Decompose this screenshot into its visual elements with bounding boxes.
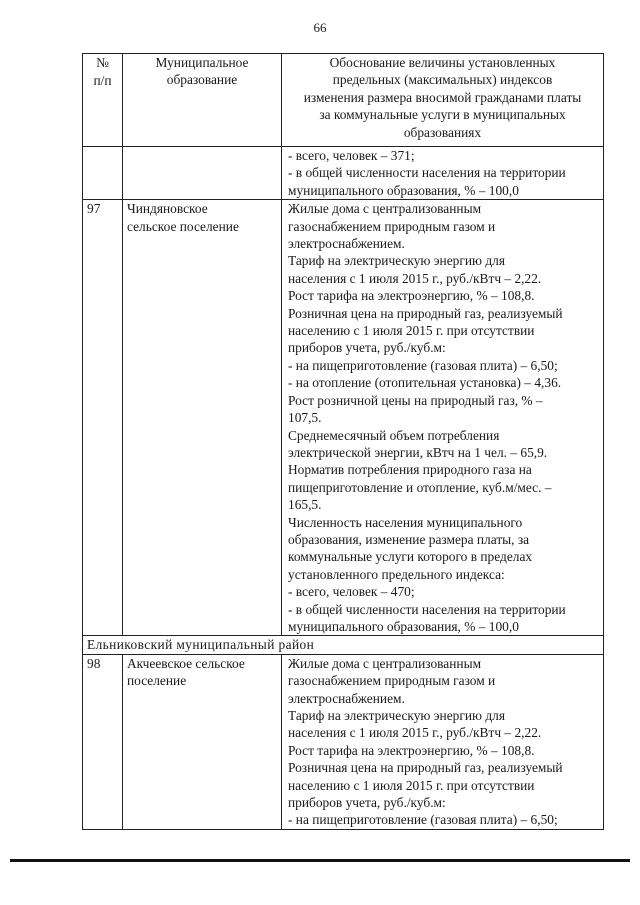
text-line: населения с 1 июля 2015 г., руб./кВтч – 2,22. — [288, 725, 542, 741]
district-row — [83, 636, 604, 654]
tariff-table — [82, 53, 604, 830]
municipality-name — [123, 200, 282, 636]
text-line: Жилые дома с централизованным — [288, 655, 482, 671]
text-line: 107,5. — [288, 410, 322, 426]
text-line: Тариф на электрическую энергию для — [288, 708, 506, 723]
justification-text — [282, 654, 604, 829]
bottom-rule — [10, 859, 630, 862]
text-line: приборов учета, руб./куб.м: — [288, 340, 446, 356]
text-line: Розничная цена на природный газ, реализуемый — [288, 760, 563, 776]
justification-text — [282, 200, 604, 636]
text-line: электрической энергии, кВтч на 1 чел. – 65,9. — [288, 444, 548, 460]
header-justification-line: за коммунальные услуги в муниципальных — [319, 107, 566, 123]
text-line: Рост тарифа на электроэнергию, % – 108,8. — [288, 288, 535, 304]
text-line: приборов учета, руб./куб.м: — [288, 795, 446, 811]
header-number-line: № — [96, 55, 109, 70]
text-line: коммунальные услуги которого в пределах — [288, 549, 533, 565]
text-line: Тариф на электрическую энергию для — [288, 253, 506, 269]
text-line: населению с 1 июля 2015 г. при отсутствии — [288, 323, 535, 339]
district-name: Ельниковский муниципальный район — [83, 636, 604, 654]
text-line: 165,5. — [288, 497, 322, 513]
text-line: электроснабжением. — [288, 690, 405, 706]
text-line: населению с 1 июля 2015 г. при отсутствии — [288, 777, 535, 793]
header-number — [83, 54, 123, 147]
text-line: муниципального образования, % – 100,0 — [288, 618, 519, 634]
continuation-number-cell — [83, 147, 123, 200]
municipality-name-line: Акчеевское сельское — [127, 655, 245, 671]
text-line: Жилые дома с централизованным — [288, 201, 482, 217]
text-line: - в общей численности населения на территории — [288, 601, 566, 617]
text-line: пищеприготовление и отопление, куб.м/мес. – — [288, 479, 552, 495]
header-justification-line: образованиях — [403, 124, 482, 140]
text-line: - на пищеприготовление (газовая плита) – 6,50; — [288, 812, 558, 828]
text-line: муниципального образования, % – 100,0 — [288, 182, 519, 198]
text-line: Среднемесячный объем потребления — [288, 427, 500, 443]
text-line: - на отопление (отопительная установка) – 4,36. — [288, 375, 562, 391]
text-line: электроснабжением. — [288, 236, 405, 252]
text-line: - на пищеприготовление (газовая плита) – 6,50; — [288, 357, 558, 373]
continuation-row — [83, 147, 604, 200]
header-municipality-line: Муниципальное — [155, 55, 249, 70]
text-line: Рост розничной цены на природный газ, % – — [288, 392, 543, 408]
header-justification — [282, 54, 604, 147]
text-line: газоснабжением природным газом и — [288, 673, 496, 689]
header-municipality-line: образование — [166, 72, 238, 88]
municipality-name-line: Чиндяновское — [127, 201, 208, 217]
text-line: - всего, человек – 371; — [288, 148, 415, 163]
municipality-name-line: поселение — [127, 673, 187, 689]
header-number-line: п/п — [93, 73, 112, 88]
text-line: Норматив потребления природного газа на — [288, 462, 532, 478]
header-justification-line: изменения размера вносимой гражданами платы — [303, 89, 582, 105]
text-line: установленного предельного индекса: — [288, 566, 505, 582]
text-line: газоснабжением природным газом и — [288, 218, 496, 234]
text-line: Рост тарифа на электроэнергию, % – 108,8. — [288, 742, 535, 758]
header-justification-line: Обоснование величины установленных — [329, 55, 556, 70]
text-line: Розничная цена на природный газ, реализуемый — [288, 305, 563, 321]
text-line: - в общей численности населения на территории — [288, 165, 566, 181]
text-line: образования, изменение размера платы, за — [288, 531, 530, 547]
header-justification-line: предельных (максимальных) индексов — [332, 72, 553, 88]
header-municipality — [123, 54, 282, 147]
text-line: Численность населения муниципального — [288, 514, 523, 530]
table-row-97 — [83, 200, 604, 636]
municipality-name-line: сельское поселение — [127, 218, 239, 234]
continuation-text — [282, 147, 604, 200]
text-line: - всего, человек – 470; — [288, 584, 415, 600]
table-header-row — [83, 54, 604, 147]
text-line: населения с 1 июля 2015 г., руб./кВтч – 2,22. — [288, 270, 542, 286]
page-number: 66 — [313, 20, 327, 35]
municipality-name — [123, 654, 282, 829]
row-number: 98 — [83, 654, 123, 829]
table-row-98 — [83, 654, 604, 829]
continuation-name-cell — [123, 147, 282, 200]
row-number: 97 — [83, 200, 123, 636]
